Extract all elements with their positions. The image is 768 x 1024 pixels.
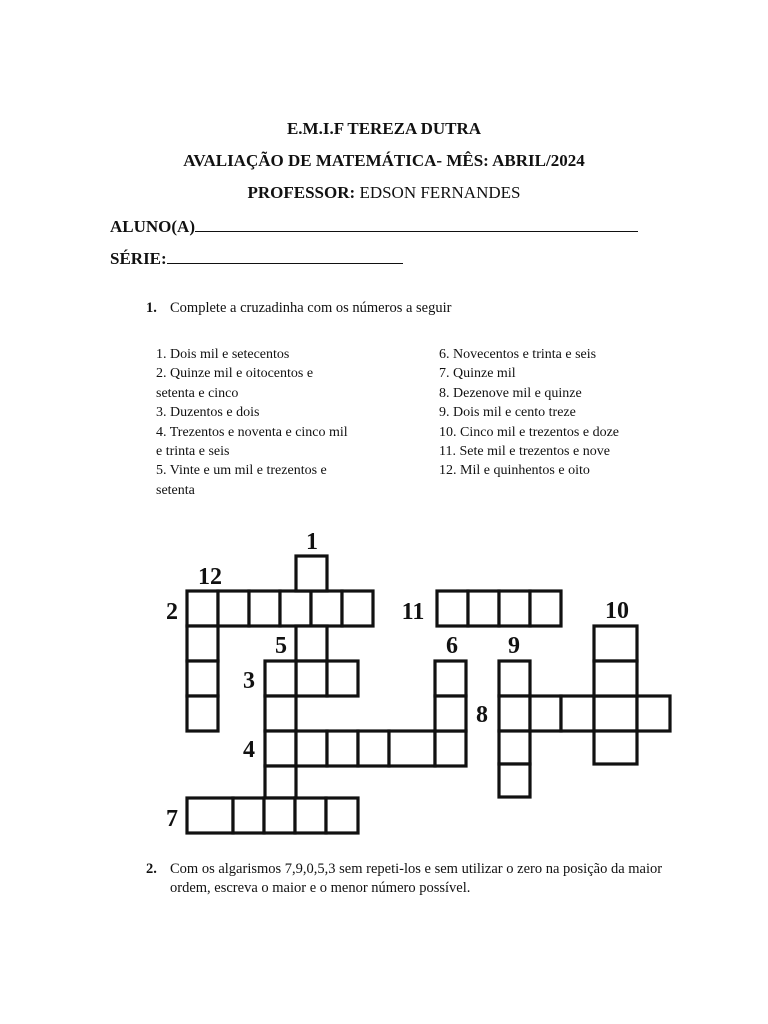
crossword-cell[interactable] [296, 626, 327, 661]
crossword-cell[interactable] [295, 798, 326, 833]
crossword-cell[interactable] [296, 556, 327, 591]
grade-label: SÉRIE: [110, 249, 167, 268]
school-name: E.M.I.F TEREZA DUTRA [286, 119, 482, 138]
crossword-cell[interactable] [637, 696, 670, 731]
clue-item: e trinta e seis [156, 444, 230, 460]
crossword-cell[interactable] [233, 798, 264, 833]
crossword-cell[interactable] [296, 661, 327, 696]
clue-item: 3. Duzentos e dois [156, 405, 260, 421]
clue-item: 11. Sete mil e trezentos e nove [439, 444, 610, 460]
clue-item: 6. Novecentos e trinta e seis [439, 347, 597, 362]
crossword-cells [187, 556, 670, 833]
clue-item: 5. Vinte e um mil e trezentos e [156, 463, 327, 479]
student-label: ALUNO(A) [110, 217, 195, 236]
crossword-label-9: 9 [508, 633, 520, 659]
crossword-label-7: 7 [166, 806, 178, 832]
crossword-cell[interactable] [326, 798, 358, 833]
crossword-cell[interactable] [499, 591, 530, 626]
crossword-cell[interactable] [187, 591, 218, 626]
crossword-cell[interactable] [435, 661, 466, 696]
question-2-text: Com os algarismos 7,9,0,5,3 sem repeti-los e sem utilizar o zero na posição da maior ordem, escreva o maior e o menor número possível. [170, 861, 663, 896]
crossword-label-6: 6 [446, 633, 458, 659]
crossword-cell[interactable] [561, 696, 594, 731]
crossword-cell[interactable] [327, 661, 358, 696]
crossword-cell[interactable] [187, 798, 233, 833]
crossword-cell[interactable] [499, 696, 530, 731]
crossword-cell[interactable] [249, 591, 280, 626]
crossword-label-11: 11 [401, 599, 425, 625]
clue-item: 8. Dezenove mil e quinze [439, 385, 582, 401]
crossword-cell[interactable] [264, 798, 295, 833]
clue-item: 9. Dois mil e cento treze [439, 405, 576, 421]
crossword-cell[interactable] [280, 591, 311, 626]
question-2-number: 2. [146, 861, 157, 877]
crossword-cell[interactable] [530, 591, 561, 626]
crossword-label-3: 3 [243, 668, 255, 694]
crossword-cell[interactable] [187, 626, 218, 661]
crossword-labels [166, 529, 629, 832]
crossword-cell[interactable] [435, 731, 466, 766]
exam-title: AVALIAÇÃO DE MATEMÁTICA- MÊS: ABRIL/2024 [183, 151, 585, 170]
crossword-cell[interactable] [265, 766, 296, 798]
crossword-cell[interactable] [187, 661, 218, 696]
crossword-cell[interactable] [265, 731, 296, 766]
crossword-label-1: 1 [306, 529, 318, 555]
crossword-cell[interactable] [499, 661, 530, 696]
crossword-cell[interactable] [468, 591, 499, 626]
crossword-cell[interactable] [265, 661, 296, 696]
clue-item: 2. Quinze mil e oitocentos e [156, 366, 314, 382]
clue-item: setenta [156, 482, 195, 498]
teacher-name: EDSON FERNANDES [359, 183, 521, 202]
crossword-cell[interactable] [594, 696, 637, 731]
crossword-cell[interactable] [296, 731, 327, 766]
crossword-label-8: 8 [476, 702, 488, 728]
crossword-cell[interactable] [342, 591, 373, 626]
clue-item: setenta e cinco [156, 385, 239, 401]
crossword-label-4: 4 [243, 737, 255, 763]
question-1-number: 1. [146, 300, 157, 316]
clue-item: 12. Mil e quinhentos e oito [439, 463, 590, 479]
crossword-cell[interactable] [499, 731, 530, 764]
crossword-cell[interactable] [594, 626, 637, 661]
crossword-cell[interactable] [435, 696, 466, 731]
crossword-label-2: 2 [166, 599, 178, 625]
crossword-label-12: 12 [198, 564, 222, 590]
crossword-cell[interactable] [311, 591, 342, 626]
crossword-cell[interactable] [389, 731, 435, 766]
crossword-cell[interactable] [594, 731, 637, 764]
clue-item: 10. Cinco mil e trezentos e doze [439, 424, 619, 440]
crossword-cell[interactable] [358, 731, 389, 766]
question-1-text: Complete a cruzadinha com os números a seguir [170, 300, 452, 316]
clue-item: 1. Dois mil e setecentos [156, 347, 290, 362]
crossword-cell[interactable] [594, 661, 637, 696]
crossword-label-5: 5 [275, 633, 287, 659]
crossword-cell[interactable] [437, 591, 468, 626]
crossword-cell[interactable] [187, 696, 218, 731]
crossword-cell[interactable] [218, 591, 249, 626]
clue-item: 7. Quinze mil [439, 366, 516, 382]
crossword-cell[interactable] [499, 764, 530, 797]
crossword-label-10: 10 [605, 598, 629, 624]
teacher-label: PROFESSOR: [247, 183, 356, 202]
crossword-cell[interactable] [327, 731, 358, 766]
clue-item: 4. Trezentos e noventa e cinco mil [156, 424, 348, 440]
crossword-cell[interactable] [530, 696, 561, 731]
crossword-cell[interactable] [265, 696, 296, 731]
